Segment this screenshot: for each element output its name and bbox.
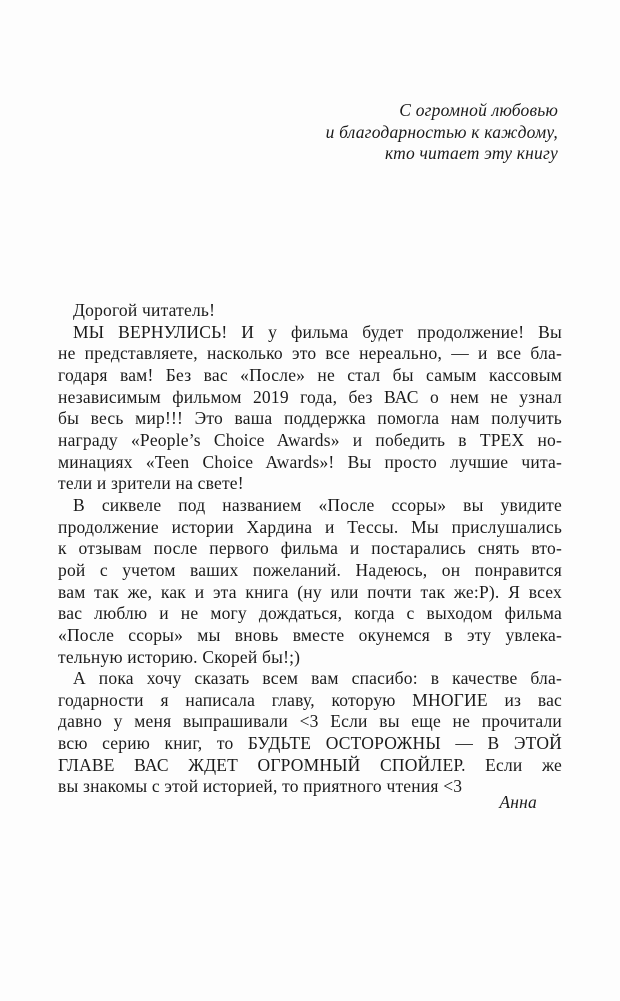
text-line: тели и зрители на свете! (58, 473, 244, 494)
text-line: вы знакомы с этой историей, то приятного чтения <3 (58, 776, 463, 797)
text-line: давно у меня выпрашивали <3 Если вы еще не прочитали (58, 711, 562, 732)
text-line: награду «People’s Choice Awards» и победить в ТРЕХ но- (58, 429, 562, 450)
dedication (326, 100, 558, 165)
dedication-line: кто читает эту книгу (384, 143, 558, 164)
paragraph-greeting (58, 300, 562, 322)
text-line: «После ссоры» мы вновь вместе окунемся в эту увлека- (58, 624, 562, 645)
text-line: годаря вам! Без вас «После» не стал бы самым кассовым (58, 364, 562, 385)
text-line: тельную историю. Скорей бы!;) (58, 646, 301, 667)
paragraph-we-are-back (58, 322, 562, 495)
text-line: А пока хочу сказать всем вам спасибо: в качестве бла- (73, 668, 562, 689)
author-letter (58, 300, 562, 798)
text-line: годарности я написала главу, которую МНОГИЕ из вас (58, 689, 562, 710)
text-line: бы весь мир!!! Это ваша поддержка помогла нам получить (58, 408, 562, 429)
text-line: продолжение истории Хардина и Тессы. Мы прислушались (58, 516, 562, 537)
text-line: В сиквеле под названием «После ссоры» вы увидите (73, 494, 562, 515)
text-line: независимым фильмом 2019 года, без ВАС о нем не узнал (58, 386, 562, 407)
text-line: минациях «Teen Choice Awards»! Вы просто лучшие чита- (58, 451, 562, 472)
text-line: вам так же, как и эта книга (ну или почти так же:Р). Я всех (58, 581, 562, 602)
dedication-line: и благодарностью к каждому, (325, 121, 558, 142)
dedication-line: С огромной любовью (399, 100, 558, 120)
paragraph-thanks-spoiler (58, 668, 562, 798)
text-line: вас люблю и не могу дождаться, когда с выходом фильма (58, 603, 562, 624)
text-line: рой с учетом ваших пожеланий. Надеюсь, он понравится (58, 559, 562, 580)
paragraph-sequel (58, 495, 562, 668)
text-line: всю серию книг, то БУДЬТЕ ОСТОРОЖНЫ — В ЭТОЙ (58, 733, 562, 754)
text-line: не представляете, насколько это все нереально, — и все бла- (58, 343, 562, 364)
text-line: Дорогой читатель! (73, 300, 216, 320)
text-line: МЫ ВЕРНУЛИСЬ! И у фильма будет продолжение! Вы (73, 321, 562, 342)
text-line: ГЛАВЕ ВАС ЖДЕТ ОГРОМНЫЙ СПОЙЛЕР. Если же (58, 754, 562, 775)
text-line: к отзывам после первого фильма и постарались снять вто- (58, 538, 562, 559)
author-signature: Анна (499, 792, 537, 812)
